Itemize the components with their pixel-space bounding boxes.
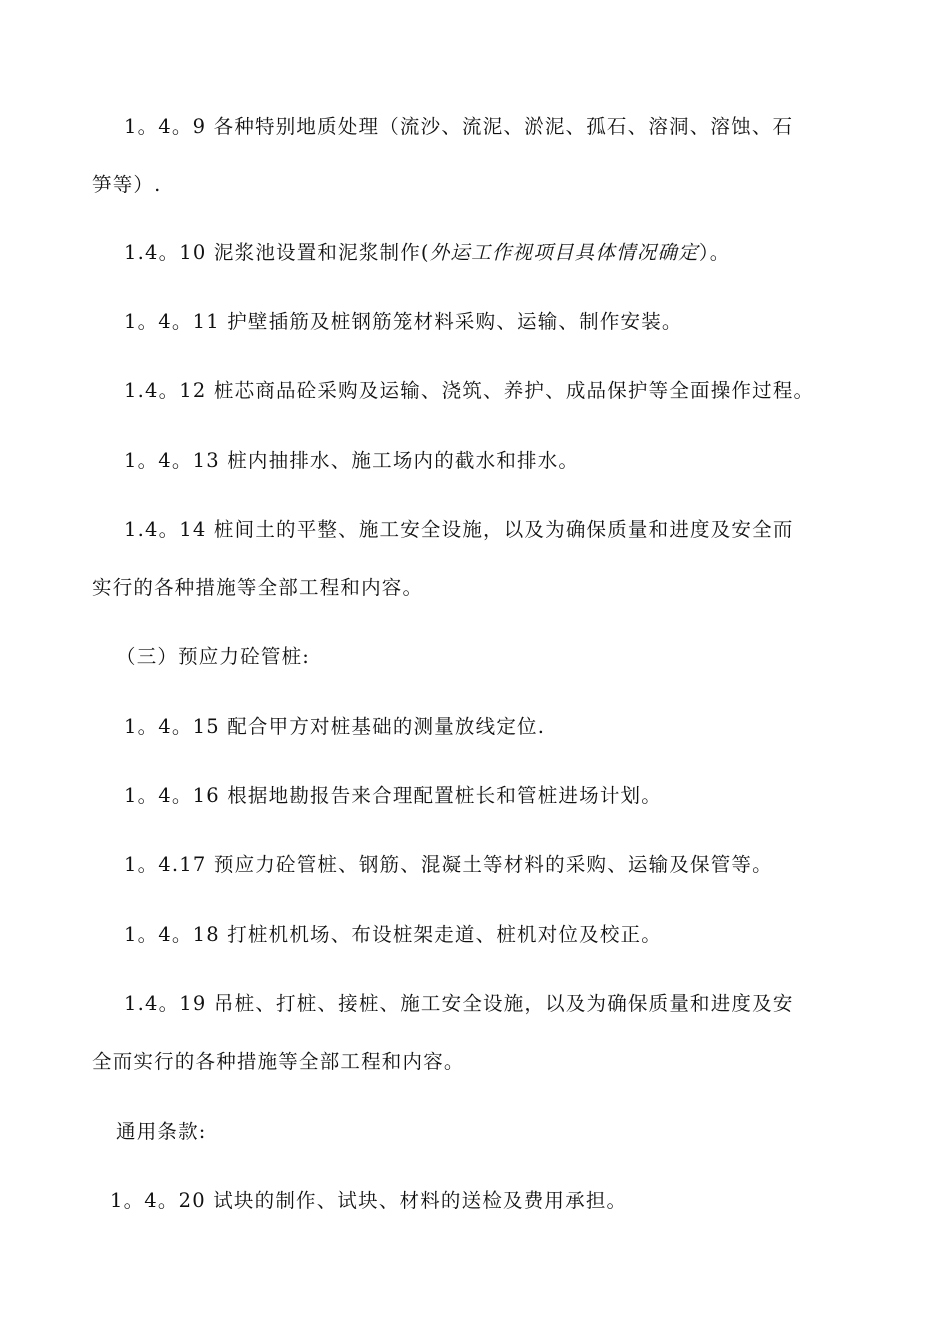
clause-line: 1.4。19 吊桩、打桩、接桩、施工安全设施，以及为确保质量和进度及安	[124, 992, 794, 1015]
clause-1-4-12	[92, 362, 862, 420]
clause-line: 1。4。11 护壁插筋及桩钢筋笼材料采购、运输、制作安装。	[124, 310, 683, 333]
clause-1-4-16	[92, 767, 862, 825]
clause-line: 1。4。9 各种特别地质处理（流沙、流泥、淤泥、孤石、溶洞、溶蚀、石	[124, 115, 794, 138]
clause-1-4-19	[92, 975, 862, 1091]
clause-1-4-13	[92, 432, 862, 490]
clause-line: 全而实行的各种措施等全部工程和内容。	[92, 1050, 465, 1073]
clause-1-4-10	[92, 224, 862, 282]
section-heading: 通用条款:	[116, 1120, 207, 1143]
clause-line: 1。4。16 根据地勘报告来合理配置桩长和管桩进场计划。	[124, 784, 662, 807]
section-heading-general-terms	[92, 1103, 862, 1161]
clause-line: 1。4。18 打桩机机场、布设桩架走道、桩机对位及校正。	[124, 923, 662, 946]
clause-line: 实行的各种措施等全部工程和内容。	[92, 576, 424, 599]
clause-1-4-17	[92, 836, 862, 894]
clause-1-4-14	[92, 501, 862, 617]
clause-line: 1.4。12 桩芯商品砼采购及运输、浇筑、养护、成品保护等全面操作过程。	[124, 379, 815, 402]
clause-line: 1。4。15 配合甲方对桩基础的测量放线定位.	[124, 715, 546, 738]
clause-line: 1。4。13 桩内抽排水、施工场内的截水和排水。	[124, 449, 580, 472]
clause-1-4-11	[92, 293, 862, 351]
clause-1-4-15	[92, 698, 862, 756]
clause-suffix: ）。	[698, 241, 731, 264]
section-heading-precast-pile	[92, 628, 862, 686]
section-heading: （三）预应力砼管桩:	[116, 645, 311, 668]
clause-1-4-9	[92, 98, 862, 214]
clause-1-4-18	[92, 906, 862, 964]
clause-line: 1。4。20 试块的制作、试块、材料的送检及费用承担。	[110, 1189, 628, 1212]
clause-1-4-20	[92, 1172, 862, 1230]
clause-line: 笋等）.	[92, 173, 162, 196]
clause-line: 1.4。14 桩间土的平整、施工安全设施，以及为确保质量和进度及安全而	[124, 518, 794, 541]
clause-line: 1。4.17 预应力砼管桩、钢筋、混凝土等材料的采购、运输及保管等。	[124, 853, 773, 876]
clause-italic-note: 外运工作视项目具体情况确定	[429, 241, 699, 264]
clause-prefix: 1.4。10 泥浆池设置和泥浆制作(	[124, 241, 430, 264]
clause-line	[92, 224, 862, 282]
